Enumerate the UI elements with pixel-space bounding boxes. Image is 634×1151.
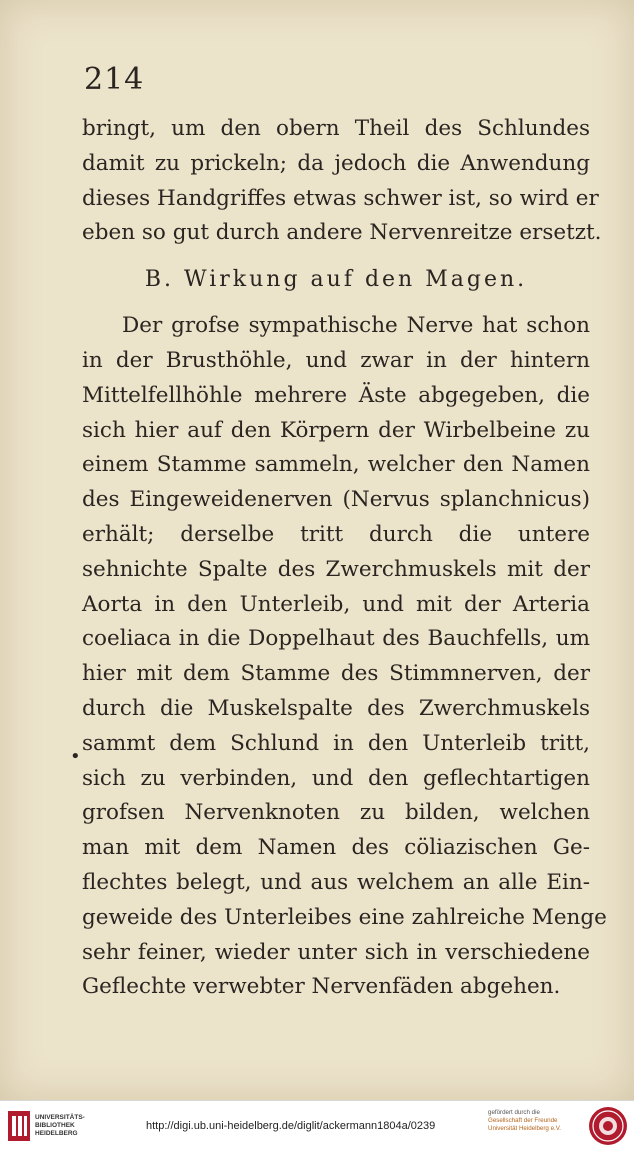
text-line: coeliaca in die Doppelhaut des Bauchfells, um xyxy=(82,626,590,652)
text-line: man mit dem Namen des cöliazischen Ge- xyxy=(82,835,590,861)
text-line: eben so gut durch andere Nervenreitze ersetzt. xyxy=(82,220,602,246)
text-line: durch die Muskelspalte des Zwerchmuskels xyxy=(82,695,590,721)
text-line: erhält; derselbe tritt durch die untere xyxy=(82,521,590,547)
text-line: einem Stamme sammeln, welcher den Namen xyxy=(82,452,590,478)
text-line: in der Brusthöhle, und zwar in der hintern xyxy=(82,347,590,373)
text-line: sich zu verbinden, und den geflechtartigen xyxy=(82,765,590,791)
university-seal-icon xyxy=(588,1106,628,1146)
text-line: des Eingeweidenerven (Nervus splanchnicus) xyxy=(82,487,590,513)
permalink-url[interactable]: http://digi.ub.uni-heidelberg.de/diglit/ackermann1804a/0239 xyxy=(146,1120,436,1132)
margin-mark: • xyxy=(70,746,81,767)
university-library-logo-icon xyxy=(8,1111,30,1141)
text-line: geweide des Unterleibes eine zahlreiche Menge xyxy=(82,904,607,930)
text-line: sich hier auf den Körpern der Wirbelbeine zu xyxy=(82,417,590,443)
text-line: sammt dem Schlund in den Unterleib tritt, xyxy=(82,730,590,756)
section-heading: B. Wirkung auf den Magen. xyxy=(144,267,528,293)
body-text xyxy=(82,112,607,1005)
text-line: Mittelfellhöhle mehrere Äste abgegeben, die xyxy=(82,382,590,408)
text-line: sehr feiner, wieder unter sich in verschiedene xyxy=(82,939,590,965)
footer-bar xyxy=(0,1100,634,1151)
text-line: hier mit dem Stamme des Stimmnerven, der xyxy=(82,661,590,687)
text-line: Aorta in den Unterleib, und mit der Arteria xyxy=(82,591,590,617)
library-name: UNIVERSITÄTS- BIBLIOTHEK HEIDELBERG xyxy=(35,1114,85,1137)
text-line: Der grofse sympathische Nerve hat schon xyxy=(122,313,590,339)
text-line: sehnichte Spalte des Zwerchmuskels mit der xyxy=(82,556,590,582)
sponsor-text: gefördert durch die Gesellschaft der Freunde Universität Heidelberg e.V. xyxy=(488,1109,562,1132)
text-line: damit zu prickeln; da jedoch die Anwendung xyxy=(82,150,590,176)
text-line: bringt, um den obern Theil des Schlundes xyxy=(82,116,590,141)
text-line: flechtes belegt, und aus welchem an alle Ein- xyxy=(82,869,590,895)
text-line: Geflechte verwebter Nervenfäden abgehen. xyxy=(82,974,561,1000)
page-number: 214 xyxy=(84,62,145,97)
text-line: grofsen Nervenknoten zu bilden, welchen xyxy=(82,800,590,826)
text-line: dieses Handgriffes etwas schwer ist, so wird er xyxy=(82,185,599,211)
